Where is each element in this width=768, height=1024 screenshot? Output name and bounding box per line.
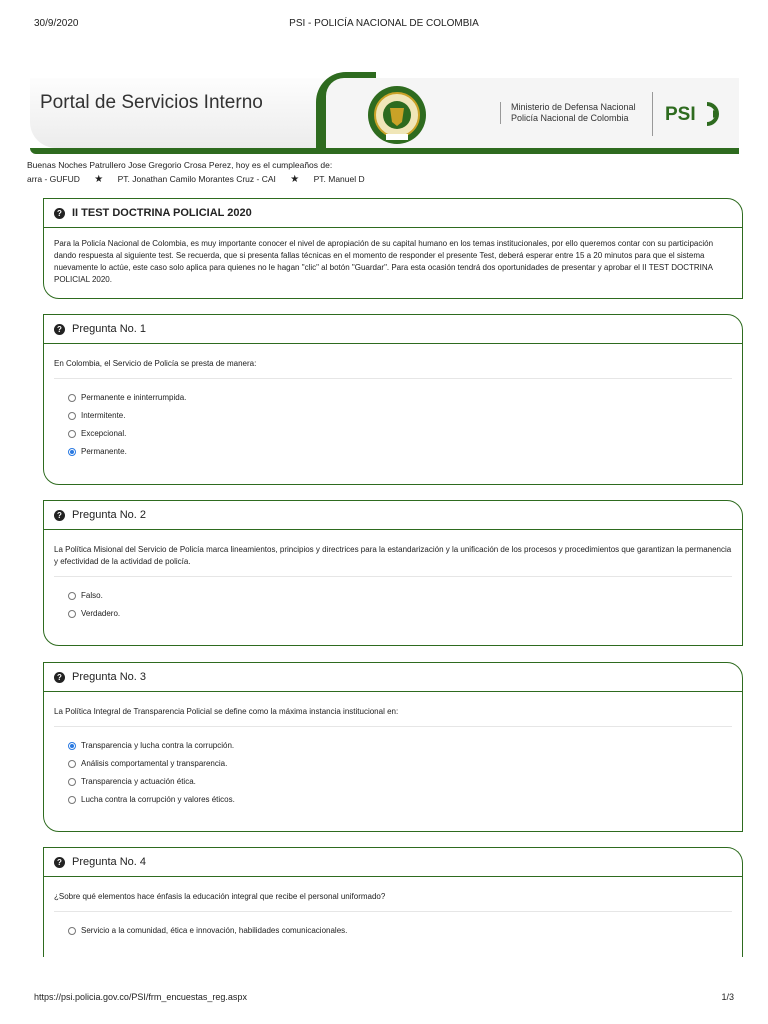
radio-button-selected[interactable]: [68, 742, 76, 750]
radio-button-selected[interactable]: [68, 448, 76, 456]
greeting-ticker: Buenas Noches Patrullero Jose Gregorio Crosa Perez, hoy es el cumpleaños de:: [27, 160, 333, 170]
radio-button[interactable]: [68, 778, 76, 786]
police-emblem-icon: [366, 84, 428, 146]
question-card-3: [43, 662, 743, 832]
question-label: Pregunta No. 3: [72, 671, 146, 683]
psi-logo: [652, 92, 723, 136]
ministry-line-2: Policía Nacional de Colombia: [511, 113, 629, 123]
birthday-ticker: [27, 174, 365, 185]
question-text: ¿Sobre qué elementos hace énfasis la educación integral que recibe el personal uniformado?: [54, 892, 386, 901]
answer-option[interactable]: [54, 791, 732, 809]
answer-option[interactable]: [54, 922, 732, 940]
print-title: PSI - POLICÍA NACIONAL DE COLOMBIA: [289, 18, 479, 29]
question-icon: ?: [54, 672, 65, 683]
answer-option[interactable]: [54, 755, 732, 773]
birthday-item: PT. Jonathan Camilo Morantes Cruz - CAI: [117, 174, 276, 184]
question-card-2: [43, 500, 743, 646]
question-label: Pregunta No. 2: [72, 509, 146, 521]
option-label: Falso.: [81, 591, 103, 600]
radio-button[interactable]: [68, 412, 76, 420]
option-label: Transparencia y lucha contra la corrupción.: [81, 741, 235, 750]
ministry-line-1: Ministerio de Defensa Nacional: [511, 102, 636, 112]
radio-button[interactable]: [68, 760, 76, 768]
answer-option[interactable]: [54, 443, 732, 461]
intro-text: Para la Policía Nacional de Colombia, es muy importante conocer el nivel de apropiación de su capital humano en los temas institucionales, por ello queremos contar con su participación dando respuesta al siguiente test. Se recuerda, que si presenta fallas técnicas en el momento de responder el presente Test, deberá esperar entre 15 a 20 minutos para que el sistema nuevamente lo actúe, este caso solo aplica para quienes no le hagan "clic" al botón "Guardar". Para esta ocasión tendrá dos oportunidades de presentar y aprobar el II TEST DOCTRINA POLICIAL 2020.: [54, 239, 714, 284]
question-icon: ?: [54, 208, 65, 219]
option-label: Excepcional.: [81, 429, 127, 438]
answer-option[interactable]: [54, 407, 732, 425]
intro-title: II TEST DOCTRINA POLICIAL 2020: [72, 207, 252, 219]
question-label: Pregunta No. 1: [72, 323, 146, 335]
answer-option[interactable]: [54, 605, 732, 623]
radio-button[interactable]: [68, 927, 76, 935]
answer-option[interactable]: [54, 587, 732, 605]
answer-option[interactable]: [54, 389, 732, 407]
print-url: https://psi.policia.gov.co/PSI/frm_encuestas_reg.aspx: [34, 992, 247, 1002]
option-label: Transparencia y actuación ética.: [81, 777, 196, 786]
radio-button[interactable]: [68, 592, 76, 600]
question-text: La Política Misional del Servicio de Policía marca lineamientos, principios y directrices para la estandarización y la unificación de los procesos y procedimientos que garantizan la permanencia y efectividad de la actividad de policía.: [54, 545, 732, 566]
question-card-1: [43, 314, 743, 485]
star-icon: ★: [94, 174, 104, 185]
option-label: Intermitente.: [81, 411, 126, 420]
radio-button[interactable]: [68, 394, 76, 402]
birthday-item: arra - GUFUD: [27, 174, 80, 184]
option-label: Análisis comportamental y transparencia.: [81, 759, 228, 768]
option-label: Lucha contra la corrupción y valores éticos.: [81, 795, 235, 804]
question-card-4: [43, 847, 743, 957]
option-label: Servicio a la comunidad, ética e innovación, habilidades comunicacionales.: [81, 926, 348, 935]
answer-option[interactable]: [54, 425, 732, 443]
option-label: Permanente.: [81, 447, 127, 456]
question-text: En Colombia, el Servicio de Policía se presta de manera:: [54, 359, 257, 368]
question-icon: ?: [54, 857, 65, 868]
star-icon: ★: [290, 174, 300, 185]
psi-arrow-icon: [705, 102, 727, 126]
birthday-item: PT. Manuel D: [313, 174, 365, 184]
print-page-number: 1/3: [721, 992, 734, 1002]
option-label: Verdadero.: [81, 609, 121, 618]
answer-option[interactable]: [54, 773, 732, 791]
question-icon: ?: [54, 324, 65, 335]
portal-title: Portal de Servicios Interno: [40, 92, 263, 113]
psi-logo-text: PSI: [665, 104, 696, 125]
question-label: Pregunta No. 4: [72, 856, 146, 868]
radio-button[interactable]: [68, 610, 76, 618]
radio-button[interactable]: [68, 796, 76, 804]
option-label: Permanente e ininterrumpida.: [81, 393, 187, 402]
print-date: 30/9/2020: [34, 18, 79, 29]
portal-banner: [30, 72, 739, 154]
answer-option[interactable]: [54, 737, 732, 755]
ministry-text: [500, 102, 636, 124]
question-text: La Política Integral de Transparencia Policial se define como la máxima instancia institucional en:: [54, 707, 399, 716]
intro-card: [43, 198, 743, 299]
question-icon: ?: [54, 510, 65, 521]
radio-button[interactable]: [68, 430, 76, 438]
